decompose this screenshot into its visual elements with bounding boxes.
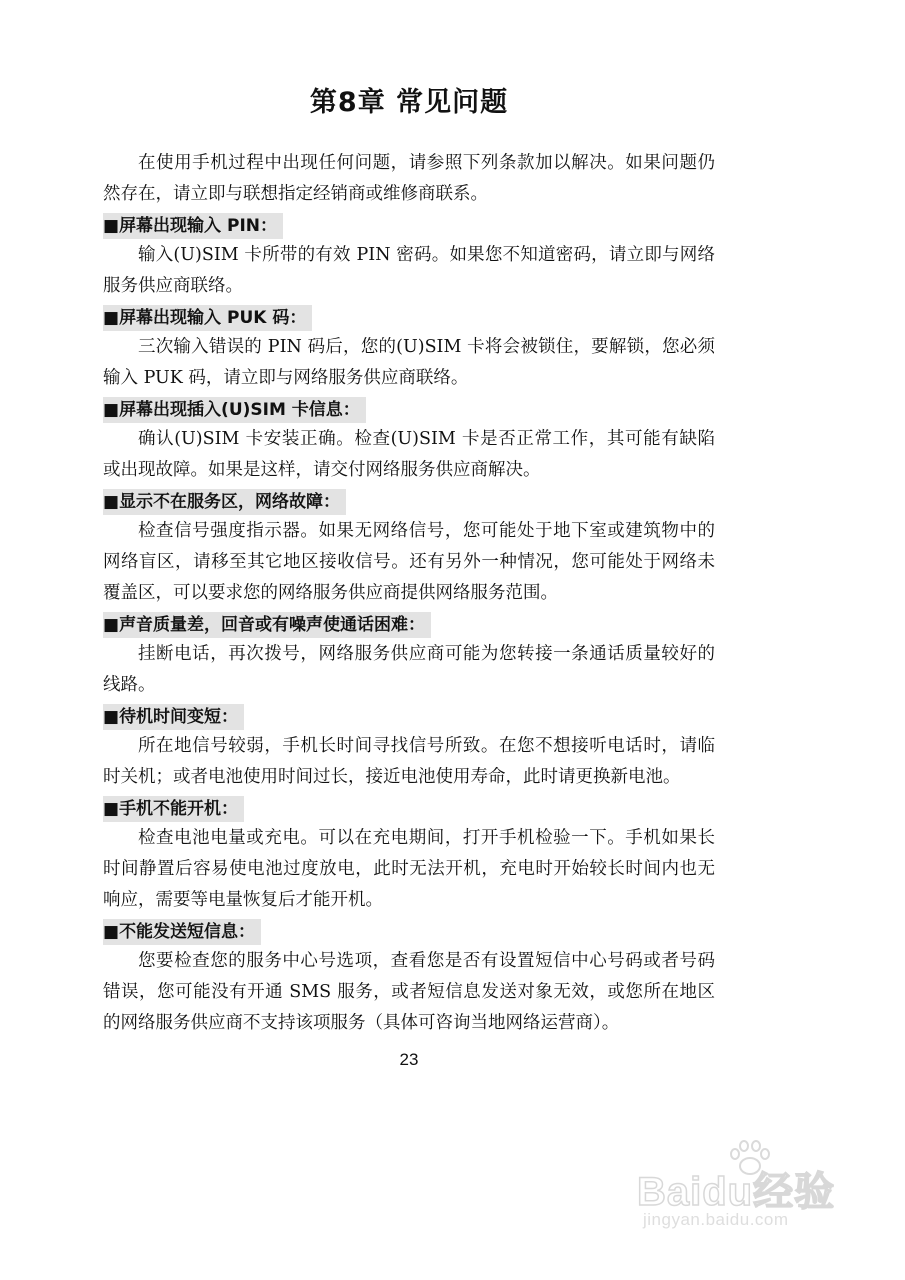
section-body: 挂断电话，再次拨号，网络服务供应商可能为您转接一条通话质量较好的线路。 [103, 644, 715, 695]
intro-paragraph: 在使用手机过程中出现任何问题，请参照下列条款加以解决。如果问题仍然存在，请立即与联想指定经销商或维修商联系。 [103, 153, 715, 204]
faq-section-power-on [103, 793, 715, 916]
page-number: 23 [399, 1050, 419, 1069]
section-heading [103, 397, 366, 423]
section-heading-text: 屏幕出现输入 PIN： [119, 216, 277, 236]
section-heading [103, 305, 312, 331]
section-heading [103, 704, 244, 730]
bullet-square-icon: ■ [103, 799, 120, 819]
watermark-logo: Baidu经验 [637, 1170, 836, 1214]
faq-section-no-service [103, 486, 715, 609]
section-body: 您要检查您的服务中心号选项，查看您是否有设置短信中心号码或者号码错误，您可能没有开通 SMS 服务，或者短信息发送对象无效，或您所在地区的网络服务供应商不支持该项服务（具体可咨询当地网络运营商）。 [103, 951, 715, 1033]
faq-section-voice-quality [103, 609, 715, 701]
faq-section-sms [103, 916, 715, 1039]
section-heading-text: 声音质量差，回音或有噪声使通话困难： [119, 615, 426, 635]
bullet-square-icon: ■ [103, 216, 120, 236]
bullet-square-icon: ■ [103, 922, 120, 942]
bullet-square-icon: ■ [103, 615, 120, 635]
bullet-square-icon: ■ [103, 308, 120, 328]
bullet-square-icon: ■ [103, 400, 120, 420]
faq-section-standby [103, 701, 715, 793]
faq-section-puk [103, 302, 715, 394]
watermark-url: jingyan.baidu.com [643, 1210, 789, 1229]
section-body: 输入(U)SIM 卡所带的有效 PIN 密码。如果您不知道密码，请立即与网络服务供应商联络。 [103, 245, 715, 296]
section-body: 检查电池电量或充电。可以在充电期间，打开手机检验一下。手机如果长时间静置后容易使电池过度放电，此时无法开机，充电时开始较长时间内也无响应，需要等电量恢复后才能开机。 [103, 828, 715, 910]
section-heading-text: 屏幕出现插入(U)SIM 卡信息： [119, 400, 360, 420]
section-heading [103, 612, 431, 638]
bullet-square-icon: ■ [103, 492, 120, 512]
section-body: 检查信号强度指示器。如果无网络信号，您可能处于地下室或建筑物中的网络盲区，请移至其它地区接收信号。还有另外一种情况，您可能处于网络未覆盖区，可以要求您的网络服务供应商提供网络服务范围。 [103, 521, 715, 603]
section-heading-text: 待机时间变短： [119, 707, 239, 727]
section-body: 确认(U)SIM 卡安装正确。检查(U)SIM 卡是否正常工作，其可能有缺陷或出现故障。如果是这样，请交付网络服务供应商解决。 [103, 429, 715, 480]
section-heading-text: 不能发送短信息： [119, 922, 256, 942]
faq-section-insert-sim [103, 394, 715, 486]
section-heading-text: 手机不能开机： [119, 799, 239, 819]
section-body: 所在地信号较弱，手机长时间寻找信号所致。在您不想接听电话时，请临时关机；或者电池使用时间过长，接近电池使用寿命，此时请更换新电池。 [103, 736, 715, 787]
faq-content [103, 148, 715, 1039]
section-heading [103, 796, 244, 822]
bullet-square-icon: ■ [103, 707, 120, 727]
faq-section-pin [103, 210, 715, 302]
section-heading [103, 489, 346, 515]
section-heading-text: 显示不在服务区，网络故障： [119, 492, 341, 512]
section-body: 三次输入错误的 PIN 码后，您的(U)SIM 卡将会被锁住，要解锁，您必须输入 PUK 码，请立即与网络服务供应商联络。 [103, 337, 715, 388]
chapter-title: 第8章 常见问题 [309, 87, 509, 118]
baidu-watermark [637, 1160, 847, 1240]
section-heading [103, 213, 283, 239]
section-heading [103, 919, 261, 945]
section-heading-text: 屏幕出现输入 PUK 码： [119, 308, 307, 328]
